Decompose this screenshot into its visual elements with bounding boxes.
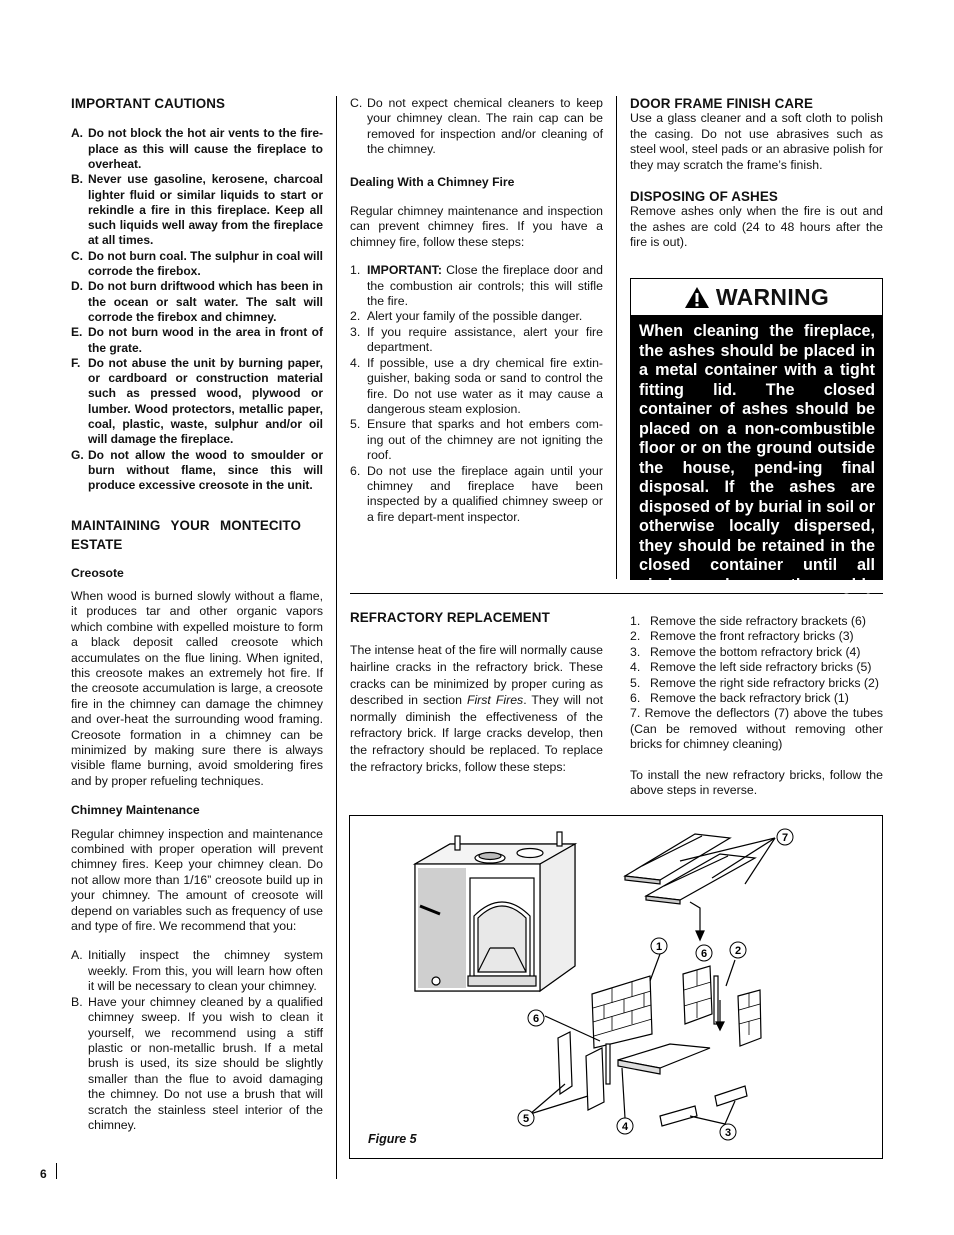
warning-text: When cleaning the fireplace, the ashes should be placed in a metal container with a tight fitting lid. The closed container of ashes should be placed on a non-combustible floor or on the ground outside the house, pend-ing final disposal. If the ashes are disposed of by burial in soil or otherwise locally dispersed, they should be retained in the closed container until all cinders have thoroughly cooled. [639, 322, 875, 613]
column-divider [336, 96, 337, 1179]
refractory-steps [630, 614, 883, 798]
chimney-maintenance-list [71, 948, 323, 1133]
list-item: 6. Do not use the fireplace again until your chimney and fireplace have been inspected by a qualified chimney sweep or a fire depart-ment inspector. [350, 463, 603, 524]
callout-5 [518, 1110, 534, 1126]
callout-1 [651, 938, 667, 954]
door-frame-text: Use a glass cleaner and a soft cloth to polish the casing. Do not use abrasives such as steel wool, steel pads or an abrasive polish for they may scratch the frame’s finish. [630, 111, 883, 172]
svg-text:6: 6 [700, 948, 708, 960]
refractory-exploded-diagram [350, 816, 881, 1157]
caution-item: B. Never use gasoline, kerosene, charcoal lighter fluid or similar liquids to start or rekindle a fire in this fireplace. Keep all such liquids well away from the fireplace at all times. [71, 172, 323, 248]
chimney-maintenance-heading: Chimney Maintenance [71, 803, 200, 818]
warning-triangle-icon [684, 286, 710, 309]
ashes-heading: DISPOSING OF ASHES [630, 189, 778, 205]
door-frame-heading: DOOR FRAME FINISH CARE [630, 96, 813, 111]
list-item: 6. Remove the back refractory brick (1) [630, 691, 849, 706]
svg-text:2: 2 [734, 945, 742, 957]
column-middle [350, 96, 603, 525]
callout-2 [730, 942, 746, 958]
refractory-intro: The intense heat of the fire will normally cause hairline cracks in the refractory brick. These cracks can be minimized by proper curing as described in section First Fires. They will not normally diminish the effectiveness of the refractory brick. If large cracks develop, then the refractory should be replaced. To replace the refractory bricks, follow these steps: [350, 643, 603, 774]
warning-box [630, 278, 883, 613]
caution-item: D. Do not burn driftwood which has been in the ocean or salt water. The salt will corrode the firebox and chimney. [71, 279, 323, 324]
callout-3 [720, 1124, 736, 1140]
refractory-steps-list [630, 614, 883, 706]
list-item: B. Have your chimney cleaned by a qualified chimney sweep. If you wish to clean it yourself, we recommend using a stiff plastic or non-metallic brush. If a metal brush is used, its size should be slightly smaller than the flue to avoid damaging the chimney. Do not use a brush that will scratch the stainless steel interior of the chimney. [71, 994, 323, 1132]
column-right [630, 96, 883, 251]
caution-item: F. Do not abuse the unit by burning paper, or cardboard or construction material such as pressed wood, plywood or lumber. Wood protectors, metallic paper, coal, plastic, waste, sulphur and/or oil will damage the fireplace. [71, 355, 323, 447]
refractory-heading: REFRACTORY REPLACEMENT [350, 610, 550, 625]
column-left [71, 96, 323, 1133]
list-item: 5. Remove the right side refractory bricks (2) [630, 675, 879, 690]
svg-text:4: 4 [621, 1121, 629, 1133]
chimney-fire-intro: Regular chimney maintenance and inspection can prevent chimney fires. If you have a chimney fire, follow these steps: [350, 204, 603, 249]
chimney-fire-heading: Dealing With a Chimney Fire [350, 174, 515, 189]
svg-text:6: 6 [532, 1013, 540, 1025]
list-item: 4. If possible, use a dry chemical fire extin-guisher, baking soda or sand to control the fire. Do not use water as it may cause a dangerous steam explosion. [350, 355, 603, 416]
column-divider [616, 96, 617, 579]
caution-item: C. Do not burn coal. The sulphur in coal will corrode the firebox. [71, 248, 323, 279]
creosote-text: When wood is burned slowly without a flame, it produces tar and other organic vapors which combine with expelled moisture to form a black deposit called creosote which accumulates on the flue lining. When ignited, this creosote makes an extremely hot fire. If the creosote accumulation is large, a creosote fire in the chimney can damage the chimney and over-heat the surrounding wood framing. Creosote formation in a chimney can be minimized by making sure there is always visible flame burning, avoid smoldering fires and by proper refueling techniques. [71, 588, 323, 788]
chimney-fire-steps [350, 263, 603, 525]
callout-7 [777, 829, 793, 845]
list-item: 5. Ensure that sparks and hot embers com-ing out of the chimney are not igniting the roof. [350, 417, 603, 463]
list-item: 1. Remove the side refractory brackets (6) [630, 614, 866, 628]
caution-item: E. Do not burn wood in the area in front of the grate. [71, 325, 323, 355]
caution-item: A. Do not block the hot air vents to the fire-place as this will cause the fireplace to overheat. [71, 126, 323, 171]
caution-item: G. Do not allow the wood to smoulder or burn without flame, since this will produce excessive creosote in the unit. [71, 447, 323, 493]
refractory-section [350, 610, 603, 775]
cautions-heading: IMPORTANT CAUTIONS [71, 96, 226, 111]
refractory-step-7: 7. Remove the deflectors (7) above the tubes (Can be removed without removing other bricks for chimney cleaning) [630, 706, 883, 752]
list-item: C. Do not expect chemical cleaners to keep your chimney clean. The rain cap can be removed for inspection and/or cleaning of the chimney. [350, 96, 603, 157]
list-item: 2. Remove the front refractory bricks (3) [630, 629, 854, 644]
svg-text:1: 1 [655, 941, 663, 953]
creosote-heading: Creosote [71, 565, 124, 580]
ashes-text: Remove ashes only when the fire is out and the ashes are cold (24 to 48 hours after the fire is out). [630, 204, 883, 250]
page-number-rule [56, 1163, 57, 1179]
list-item: 1. IMPORTANT: Close the fireplace door and the combustion air controls; this will stifle the fire. [350, 263, 603, 309]
svg-text:3: 3 [724, 1127, 732, 1139]
chimney-maintenance-text: Regular chimney inspection and maintenance combined with proper operation will prevent chimney fires. Keep your chimney clean. Do not allow more than 1/16” creosote build up in your chimney. The amount of creosote will depend on variables such as frequency of use and type of fire. We recommend that you: [71, 826, 323, 934]
figure-5 [349, 815, 883, 1159]
callout-4 [617, 1118, 633, 1134]
refractory-install-text: To install the new refractory bricks, follow the above steps in reverse. [630, 767, 883, 798]
chimney-maintenance-list-cont [350, 96, 603, 158]
callout-6-right [696, 945, 712, 961]
list-item: A. Initially inspect the chimney system weekly. From this, you will learn how often it will be necessary to clean your chimney. [71, 948, 323, 994]
callout-6-left [528, 1010, 544, 1026]
page-number: 6 [40, 1167, 47, 1181]
svg-text:5: 5 [522, 1113, 530, 1125]
warning-header [631, 279, 882, 316]
list-item: 2. Alert your family of the possible danger. [350, 309, 583, 324]
list-item: 4. Remove the left side refractory bricks (5) [630, 660, 872, 675]
list-item: 3. If you require assistance, alert your fire department. [350, 324, 603, 355]
list-item: 3. Remove the bottom refractory brick (4) [630, 644, 861, 659]
svg-text:7: 7 [781, 832, 789, 844]
cautions-list [71, 126, 323, 493]
figure-caption: Figure 5 [368, 1132, 417, 1146]
maintaining-heading: MAINTAINING YOUR MONTECITO ESTATE [71, 517, 301, 552]
warning-title: WARNING [715, 283, 830, 310]
